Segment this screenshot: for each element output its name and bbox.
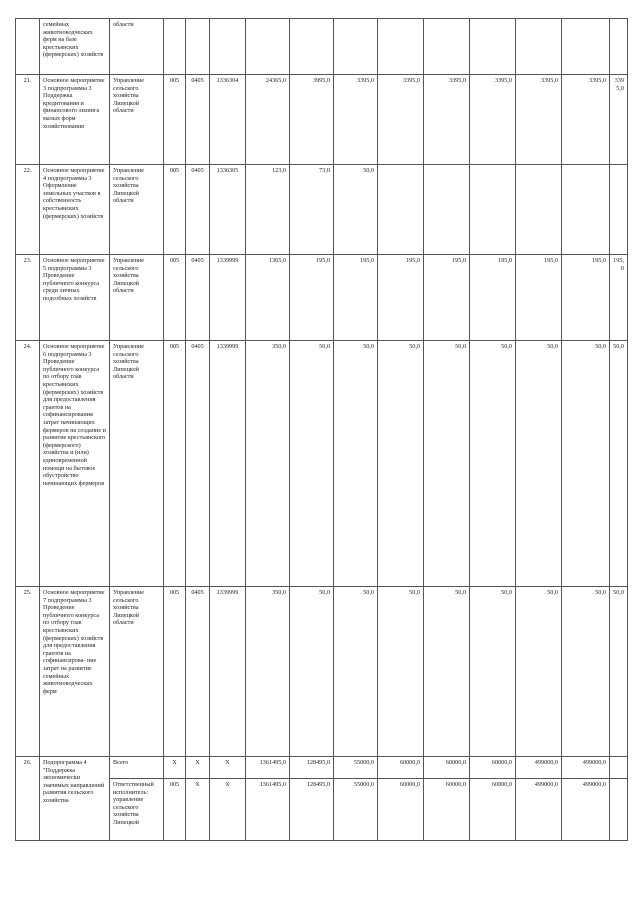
row-value: 195,0: [610, 255, 628, 341]
row-value: 50,0: [610, 341, 628, 587]
row-value: 3395,0: [470, 75, 516, 165]
row-rzpr: X: [186, 779, 210, 841]
row-value: 50,0: [290, 587, 334, 757]
row-value: [470, 165, 516, 255]
row-value: 195,0: [290, 255, 334, 341]
row-value: [246, 19, 290, 75]
row-value: 24365,0: [246, 75, 290, 165]
row-value: [378, 165, 424, 255]
row-value: 3395,0: [516, 75, 562, 165]
table-row: [16, 19, 628, 75]
row-number: 26.: [16, 757, 40, 841]
row-value: 128495,0: [290, 779, 334, 841]
row-name: семейных животноводческих ферм на базе крестьянских (фермерских) хозяйств: [40, 19, 110, 75]
row-csr: X: [210, 779, 246, 841]
row-rzpr: X: [186, 757, 210, 779]
row-value: 499000,0: [516, 757, 562, 779]
row-csr: 1336305: [210, 165, 246, 255]
row-value: [610, 165, 628, 255]
row-value: 195,0: [378, 255, 424, 341]
row-value: 50,0: [424, 587, 470, 757]
row-number: 21.: [16, 75, 40, 165]
row-value: 3995,0: [290, 75, 334, 165]
row-grbs: [164, 19, 186, 75]
row-value: 60000,0: [424, 779, 470, 841]
row-value: 55000,0: [334, 757, 378, 779]
row-value: 60000,0: [378, 779, 424, 841]
row-executor: Управление сельского хозяйства Липецкой области: [110, 75, 164, 165]
row-value: 1365,0: [246, 255, 290, 341]
row-csr: 1336304: [210, 75, 246, 165]
row-value: [424, 165, 470, 255]
subprogram-row: [16, 757, 628, 779]
row-value: 350,0: [246, 587, 290, 757]
row-value: [334, 19, 378, 75]
row-value: [610, 757, 628, 779]
row-rzpr: 0405: [186, 75, 210, 165]
row-value: 1361495,0: [246, 757, 290, 779]
row-value: 499000,0: [562, 779, 610, 841]
row-value: [610, 19, 628, 75]
row-grbs: 005: [164, 75, 186, 165]
row-csr: 1339999: [210, 341, 246, 587]
row-value: 50,0: [334, 587, 378, 757]
row-value: 60000,0: [470, 757, 516, 779]
budget-table-page: [15, 18, 627, 841]
row-csr: 1339999: [210, 255, 246, 341]
row-name: Основное мероприятие 5 подпрограммы 3 Проведение публичного конкурса среди личных подсобных хозяйств: [40, 255, 110, 341]
table-row: [16, 75, 628, 165]
row-value: 73,0: [290, 165, 334, 255]
row-value: 3395,0: [378, 75, 424, 165]
row-value: 3395,0: [562, 75, 610, 165]
row-value: 50,0: [334, 165, 378, 255]
table-row: [16, 255, 628, 341]
row-grbs: 005: [164, 165, 186, 255]
row-value: 499000,0: [516, 779, 562, 841]
row-number: 24.: [16, 341, 40, 587]
row-value: 60000,0: [378, 757, 424, 779]
row-value: [290, 19, 334, 75]
row-value: 195,0: [334, 255, 378, 341]
row-executor: Управление сельского хозяйства Липецкой области: [110, 341, 164, 587]
row-value: 50,0: [610, 587, 628, 757]
row-value: 55000,0: [334, 779, 378, 841]
row-value: 50,0: [334, 341, 378, 587]
row-name: Подпрограмма 4 "Поддержка экономически значимых направлений развития сельского хозяйства: [40, 757, 110, 841]
row-executor: Управление сельского хозяйства Липецкой области: [110, 587, 164, 757]
table-row: [16, 587, 628, 757]
budget-table: [15, 18, 628, 841]
row-value: 128495,0: [290, 757, 334, 779]
row-grbs: X: [164, 757, 186, 779]
row-value: [424, 19, 470, 75]
row-value: 3395,0: [424, 75, 470, 165]
row-value: 50,0: [562, 341, 610, 587]
row-value: 123,0: [246, 165, 290, 255]
row-rzpr: [186, 19, 210, 75]
row-rzpr: 0405: [186, 165, 210, 255]
row-value: [562, 165, 610, 255]
row-value: 50,0: [470, 341, 516, 587]
row-value: 350,0: [246, 341, 290, 587]
row-value: 60000,0: [424, 757, 470, 779]
row-value: 1361495,0: [246, 779, 290, 841]
row-value: [516, 19, 562, 75]
row-executor: Ответственный исполнитель: управление сельского хозяйства Липецкой: [110, 779, 164, 841]
row-number: 25.: [16, 587, 40, 757]
row-value: [470, 19, 516, 75]
row-value: 50,0: [470, 587, 516, 757]
row-value: 50,0: [562, 587, 610, 757]
row-name: Основное мероприятие 3 подпрограммы 3 Поддержка кредитования и финансового лизинга малых форм хозяйствования: [40, 75, 110, 165]
row-executor: Всего: [110, 757, 164, 779]
row-value: 195,0: [562, 255, 610, 341]
row-value: [378, 19, 424, 75]
row-csr: X: [210, 757, 246, 779]
row-rzpr: 0405: [186, 255, 210, 341]
row-name: Основное мероприятие 4 подпрограммы 3 Оформление земельных участков в собственность крестьянских (фермерских) хозяйств: [40, 165, 110, 255]
row-executor: области: [110, 19, 164, 75]
row-value: [562, 19, 610, 75]
row-number: [16, 19, 40, 75]
row-value: 195,0: [470, 255, 516, 341]
row-value: 195,0: [516, 255, 562, 341]
row-value: 3395,0: [610, 75, 628, 165]
row-grbs: 005: [164, 587, 186, 757]
row-value: 50,0: [378, 587, 424, 757]
row-grbs: 005: [164, 341, 186, 587]
row-value: [610, 779, 628, 841]
row-value: [516, 165, 562, 255]
row-value: 50,0: [516, 341, 562, 587]
row-rzpr: 0405: [186, 341, 210, 587]
row-number: 22.: [16, 165, 40, 255]
row-grbs: 005: [164, 255, 186, 341]
row-value: 60000,0: [470, 779, 516, 841]
row-value: 50,0: [290, 341, 334, 587]
row-value: 3395,0: [334, 75, 378, 165]
table-row: [16, 165, 628, 255]
row-name: Основное мероприятие 6 подпрограммы 3 Проведение публичного конкурса по отбору глав крестьянских (фермерских) хозяйств для предоставления грантов на софинансирования затрат начинающих фермеров на создание и развитие крестьянского (фермерского) хозяйства и (или) единовременной помощи на бытовое обустройство начинающих фермеров: [40, 341, 110, 587]
row-value: 499000,0: [562, 757, 610, 779]
row-name: Основное мероприятие 7 подпрограммы 3 Проведение публичного конкурса по отбору глав крестьянских (фермерских) хозяйств для предоставления грантов на софинансирова- ние затрат на развитие семейных животноводческих ферм: [40, 587, 110, 757]
row-value: 50,0: [516, 587, 562, 757]
row-csr: 1339999: [210, 587, 246, 757]
row-rzpr: 0405: [186, 587, 210, 757]
row-number: 23.: [16, 255, 40, 341]
row-executor: Управление сельского хозяйства Липецкой области: [110, 165, 164, 255]
row-executor: Управление сельского хозяйства Липецкой области: [110, 255, 164, 341]
row-value: 50,0: [424, 341, 470, 587]
row-grbs: 005: [164, 779, 186, 841]
row-csr: [210, 19, 246, 75]
row-value: 195,0: [424, 255, 470, 341]
table-row: [16, 341, 628, 587]
row-value: 50,0: [378, 341, 424, 587]
